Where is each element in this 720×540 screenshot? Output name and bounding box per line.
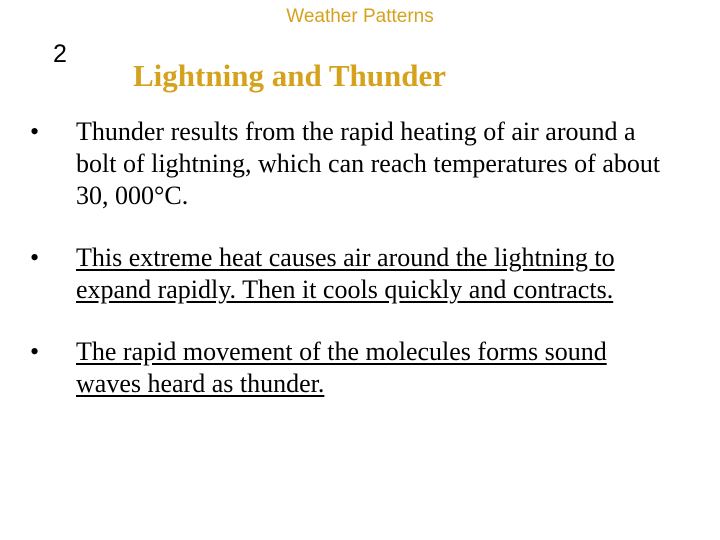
bullet-list: [30, 116, 670, 430]
section-header: Weather Patterns: [286, 6, 434, 27]
bullet-item: [30, 116, 670, 212]
bullet-text: This extreme heat causes air around the lightning to expand rapidly. Then it cools quickly and contracts.: [76, 243, 615, 304]
bullet-marker-icon: •: [30, 117, 40, 146]
slide-number: 2: [53, 40, 67, 68]
bullet-text: The rapid movement of the molecules forms sound waves heard as thunder.: [76, 337, 607, 398]
bullet-marker-icon: •: [30, 243, 40, 272]
bullet-marker-icon: •: [30, 337, 40, 366]
bullet-text: Thunder results from the rapid heating of air around a bolt of lightning, which can reach temperatures of about 30, 000°C.: [76, 117, 661, 210]
bullet-item: [30, 242, 670, 306]
bullet-item: [30, 336, 670, 400]
slide-title: Lightning and Thunder: [133, 58, 447, 93]
